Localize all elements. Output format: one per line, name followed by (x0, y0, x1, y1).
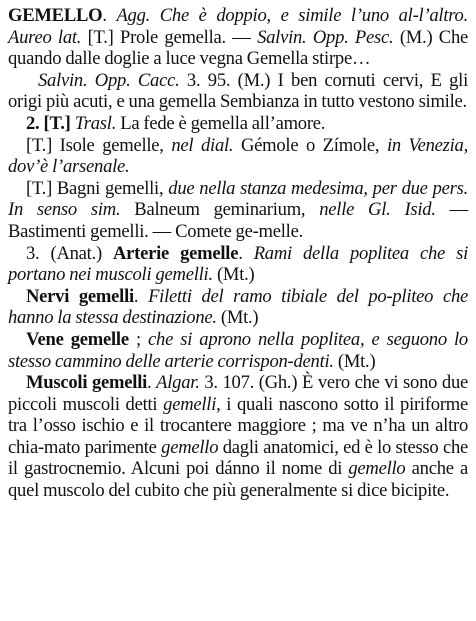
citation-salvini: Salvin. Opp. Cacc. 3. 95. (M.) I ben cornuti cervi, E gli origi più acuti, e una gemella Sembianza in tutto vestono simile. (8, 69, 469, 113)
sense-muscoli: Muscoli gemelli. Algar. 3. 107. (Gh.) È vero che vi sono due piccoli muscoli detti gemelli, i quali nascono sotto il piriforme tra l’osso ischio e il trocantere maggiore ; ma ve n’ha un altro chia-mato parimente gemello dagli anatomici, ed è lo stesso che il gastrocnemio. Alcuni poi dánno il nome di gemello anche a quel muscolo del cubito che più generalmente si dice bicipite. (8, 372, 468, 502)
entry-definition-main: GEMELLO. Agg. Che è doppio, e simile l’uno al-l’altro. Aureo lat. [T.] Prole gemella. — Salvin. Opp. Pesc. (M.) Che quando dalle doglie a luce vegna Gemella stirpe… (8, 5, 469, 70)
sense-nervi: Nervi gemelli. Filetti del ramo tibiale del po-pliteo che hanno la stessa destinazione. (Mt.) (8, 285, 468, 329)
headword: GEMELLO (8, 5, 103, 26)
sense-bagni-gemelli: [T.] Bagni gemelli, due nella stanza medesima, per due pers. In senso sim. Balneum geminarium, nelle Gl. Isid. — Bastimenti gemelli. — Comete ge-melle. (8, 177, 469, 242)
sense-2: 2. [T.] Trasl. La fede è gemella all’amore. (26, 112, 326, 134)
sense-isole-gemelle: [T.] Isole gemelle, nel dial. Gémole o Zímole, in Venezia, dov’è l’arsenale. (8, 134, 468, 178)
sense-3-arterie: 3. (Anat.) Arterie gemelle. Rami della poplitea che si portano nei muscoli gemelli. (Mt.) (8, 242, 469, 286)
sense-vene: Vene gemelle ; che si aprono nella poplitea, e seguono lo stesso cammino delle arterie corrispon-denti. (Mt.) (8, 328, 468, 372)
